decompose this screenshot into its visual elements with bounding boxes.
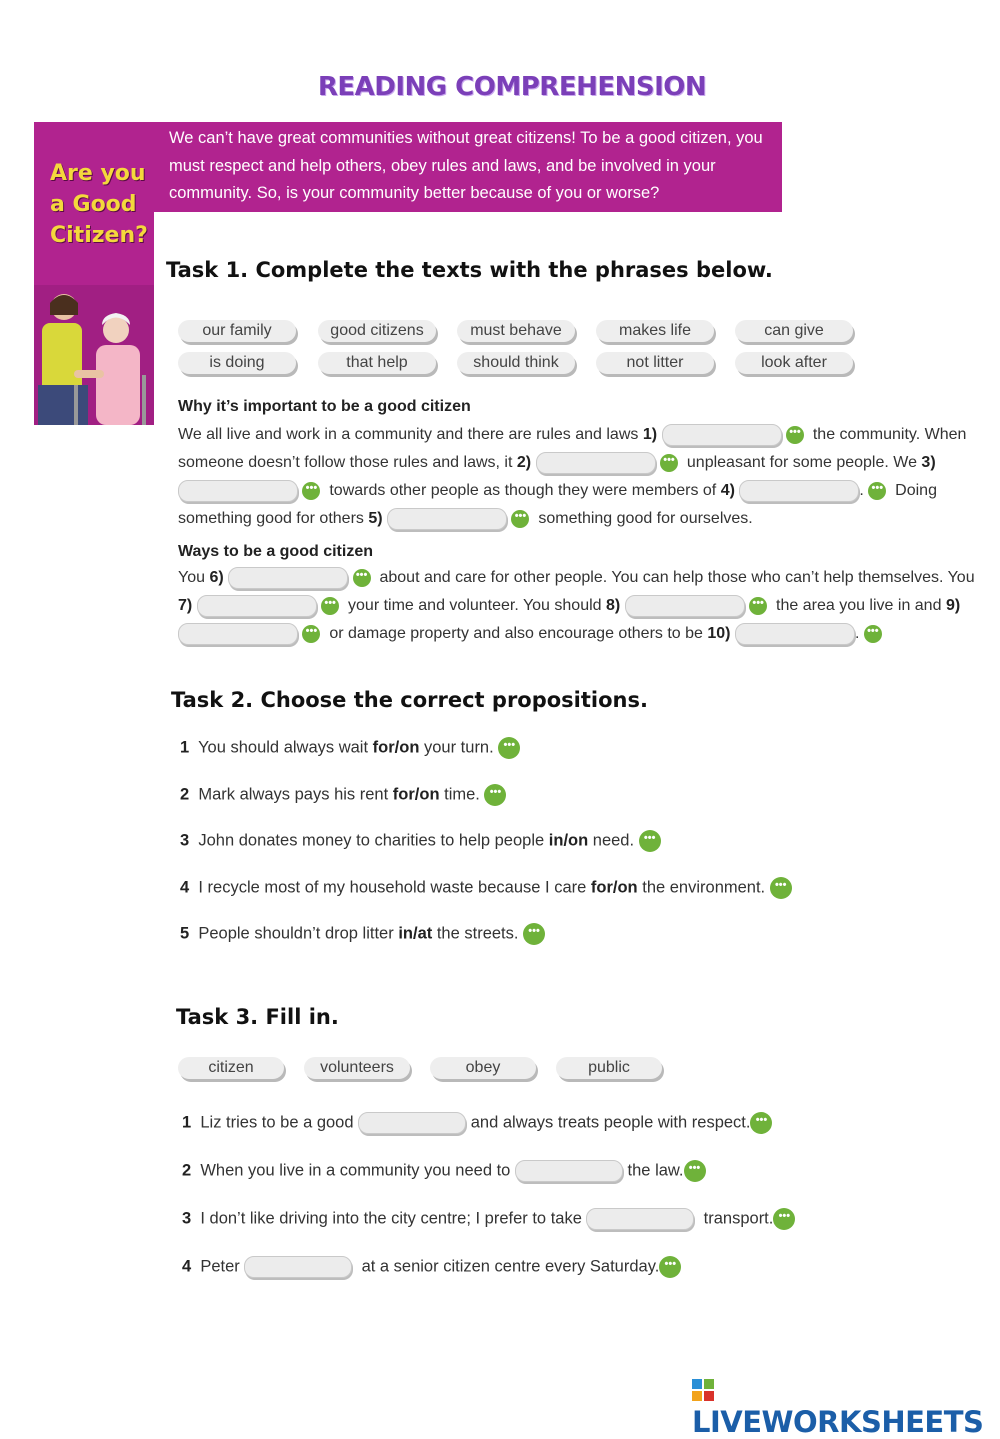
fill-input-2[interactable] [515,1160,623,1182]
list-item: 5 People shouldn’t drop litter in/at the streets. ••• [180,923,545,945]
liveworksheets-logo: LIVEWORKSHEETS [692,1371,1000,1439]
answer-input-7[interactable] [197,595,317,617]
list-item: 1 Liz tries to be a good and always treats people with respect. ••• [182,1112,772,1134]
phrase-chip[interactable]: look after [735,352,853,374]
check-icon[interactable]: ••• [302,625,320,643]
answer-input-2[interactable] [536,452,656,474]
check-icon[interactable]: ••• [484,784,506,806]
intro-text: We can’t have great communities without great citizens! To be a good citizen, you must respect and help others, obey rules and laws, and be involved in your community. So, is your community better because of you or worse? [169,129,763,202]
phrase-chip[interactable]: that help [318,352,436,374]
check-icon[interactable]: ••• [750,1112,772,1134]
task1-title: Task 1. Complete the texts with the phrases below. [166,258,773,282]
answer-input-8[interactable] [625,595,745,617]
phrase-chip[interactable]: can give [735,320,853,342]
check-icon[interactable]: ••• [864,625,882,643]
blank-number: 1) [642,426,658,443]
answer-input-6[interactable] [228,567,348,589]
check-icon[interactable]: ••• [353,569,371,587]
fill-input-4[interactable] [244,1256,352,1278]
phrase-chip[interactable]: should think [457,352,575,374]
choice-option[interactable]: for/on [392,785,440,804]
phrase-chip[interactable]: not litter [596,352,714,374]
word-chip[interactable]: obey [430,1057,536,1079]
check-icon[interactable]: ••• [511,510,529,528]
answer-input-1[interactable] [662,424,782,446]
word-chip[interactable]: public [556,1057,662,1079]
list-item: 2 Mark always pays his rent for/on time. ••• [180,784,506,806]
page-title: READING COMPREHENSION [317,72,707,102]
answer-input-4[interactable] [739,480,859,502]
answer-input-3[interactable] [178,480,298,502]
check-icon[interactable]: ••• [786,426,804,444]
section-heading: Why it’s important to be a good citizen [178,398,471,415]
list-item: 2 When you live in a community you need to the law. ••• [182,1160,706,1182]
check-icon[interactable]: ••• [659,1256,681,1278]
list-item: 3 John donates money to charities to help people in/on need. ••• [180,830,661,852]
check-icon[interactable]: ••• [321,597,339,615]
choice-option[interactable]: in/on [548,831,589,850]
check-icon[interactable]: ••• [868,482,886,500]
blank-number: 8) [606,597,621,614]
phrase-chip[interactable]: good citizens [318,320,436,342]
blank-number: 7) [178,597,193,614]
list-item: 3 I don’t like driving into the city centre; I prefer to take transport. ••• [182,1208,795,1230]
paragraph-2: You 6) ••• about and care for other people. You can help those who can’t help themselves. You 7) ••• your time and volunteer. You should 8) ••• the area you live in and 9) ••• or damage property and also encourage others to be 10) . ••• [178,564,993,648]
blank-number: 4) [720,482,735,499]
phrase-chip[interactable]: is doing [178,352,296,374]
answer-input-9[interactable] [178,623,298,645]
paragraph-1: We all live and work in a community and there are rules and laws 1) ••• the community. When someone doesn’t follow those rules and laws, it 2) ••• unpleasant for some people. We 3) ••• towards other people as though they were members of 4) . ••• Doing something good for others 5) ••• something good for ourselves. [178,421,993,533]
check-icon[interactable]: ••• [773,1208,795,1230]
check-icon[interactable]: ••• [639,830,661,852]
check-icon[interactable]: ••• [660,454,678,472]
fill-input-3[interactable] [586,1208,694,1230]
logo-icon [692,1379,714,1401]
choice-option[interactable]: for/on [372,738,420,757]
list-item: 4 I recycle most of my household waste because I care for/on the environment. ••• [180,877,792,899]
blank-number: 9) [945,597,961,614]
blank-number: 2) [516,454,532,471]
phrase-chip[interactable]: must behave [457,320,575,342]
list-item: 4 Peter at a senior citizen centre every Saturday. ••• [182,1256,681,1278]
phrase-chip[interactable]: our family [178,320,296,342]
fill-input-1[interactable] [358,1112,466,1134]
check-icon[interactable]: ••• [302,482,320,500]
section-heading: Ways to be a good citizen [178,543,373,560]
side-image-panel [34,122,154,425]
side-title: Are you a Good Citizen? [50,161,148,248]
choice-option[interactable]: in/at [398,924,433,943]
task3-title: Task 3. Fill in. [176,1005,339,1029]
answer-input-5[interactable] [387,508,507,530]
seniors-illustration [34,285,154,425]
blank-number: 3) [921,454,936,471]
word-chip[interactable]: citizen [178,1057,284,1079]
blank-number: 5) [368,510,383,527]
choice-option[interactable]: for/on [590,878,638,897]
blank-number: 6) [209,569,224,586]
task2-title: Task 2. Choose the correct propositions. [171,688,648,712]
answer-input-10[interactable] [735,623,855,645]
blank-number: 10) [707,625,731,642]
list-item: 1 You should always wait for/on your turn. ••• [180,737,520,759]
check-icon[interactable]: ••• [749,597,767,615]
phrase-chip[interactable]: makes life [596,320,714,342]
check-icon[interactable]: ••• [770,877,792,899]
check-icon[interactable]: ••• [498,737,520,759]
check-icon[interactable]: ••• [684,1160,706,1182]
check-icon[interactable]: ••• [523,923,545,945]
word-chip[interactable]: volunteers [304,1057,410,1079]
